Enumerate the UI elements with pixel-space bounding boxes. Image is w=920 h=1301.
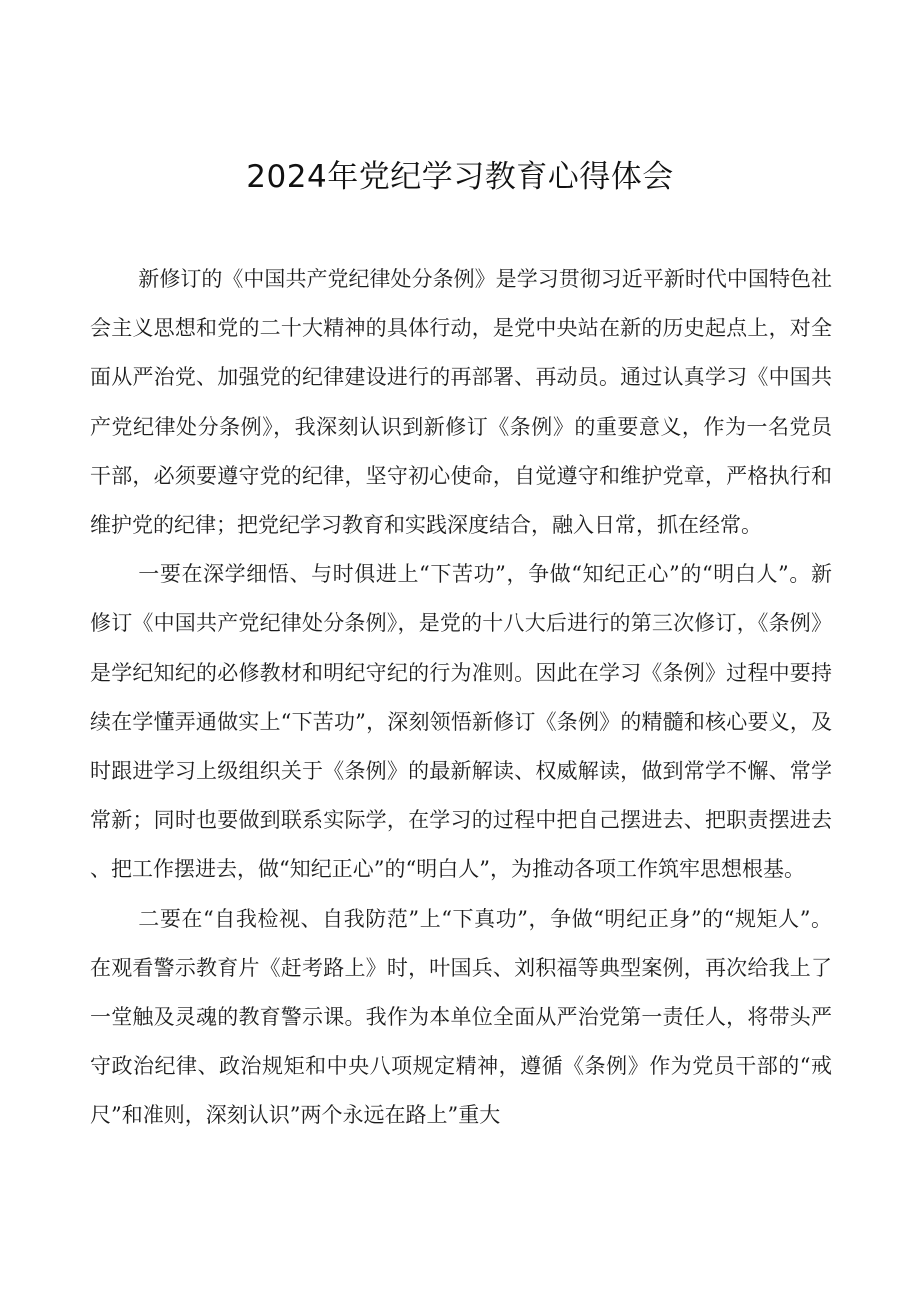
document-body [90, 255, 832, 1141]
paragraph-intro: 新修订的《中国共产党纪律处分条例》是学习贯彻习近平新时代中国特色社会主义思想和党的二十大精神的具体行动，是党中央站在新的历史起点上，对全面从严治党、加强党的纪律建设进行的再部署、再动员。通过认真学习《中国共产党纪律处分条例》，我深刻认识到新修订《条例》的重要意义，作为一名党员干部，必须要遵守党的纪律，坚守初心使命，自觉遵守和维护党章，严格执行和维护党的纪律；把党纪学习教育和实践深度结合，融入日常，抓在经常。 [90, 267, 832, 538]
paragraph-point-one: 一要在深学细悟、与时俱进上“下苦功”，争做“知纪正心”的“明白人”。新修订《中国共产党纪律处分条例》，是党的十八大后进行的第三次修订，《条例》是学纪知纪的必修教材和明纪守纪的行为准则。因此在学习《条例》过程中要持续在学懂弄通做实上“下苦功”，深刻领悟新修订《条例》的精髓和核心要义，及时跟进学习上级组织关于《条例》的最新解读、权威解读，做到常学不懈、常学常新；同时也要做到联系实际学，在学习的过程中把自己摆进去、把职责摆进去、把工作摆进去，做“知纪正心”的“明白人”，为推动各项工作筑牢思想根基。 [90, 562, 832, 882]
document-title: 2024年党纪学习教育心得体会 [246, 159, 674, 195]
paragraph-point-two: 二要在“自我检视、自我防范”上“下真功”，争做“明纪正身”的“规矩人”。在观看警示教育片《赶考路上》时，叶国兵、刘积福等典型案例，再次给我上了一堂触及灵魂的教育警示课。我作为本单位全面从严治党第一责任人，将带头严守政治纪律、政治规矩和中央八项规定精神，遵循《条例》作为党员干部的“戒尺”和准则，深刻认识”两个永远在路上”重大 [90, 906, 832, 1128]
